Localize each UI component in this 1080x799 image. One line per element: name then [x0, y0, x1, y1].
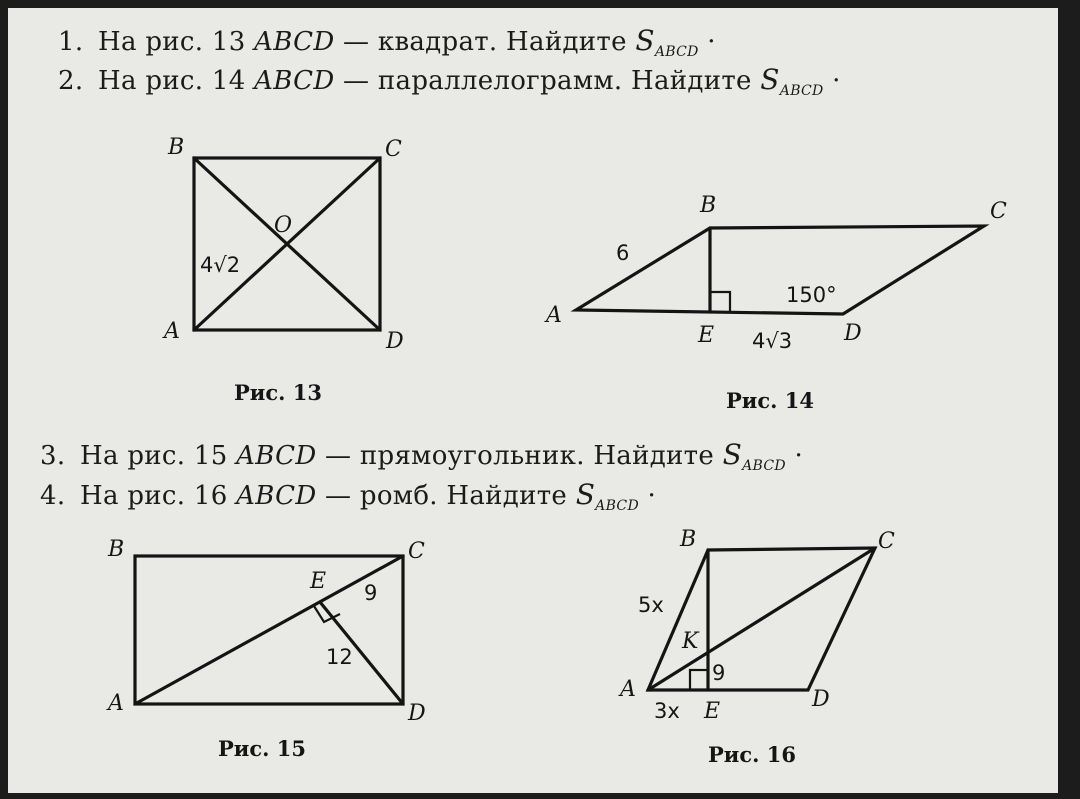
problem-number: 1. [58, 27, 84, 57]
figure-15 [106, 537, 426, 761]
figure-13 [162, 135, 404, 405]
area-subscript: ABCD [595, 498, 639, 514]
problem-text: — параллелограмм. Найдите [334, 66, 761, 96]
segment-ce-length: 9 [364, 581, 378, 605]
problem-text: На рис. 14 [98, 66, 255, 96]
area-symbol: S [722, 438, 743, 471]
figure-14 [544, 193, 1007, 413]
problem-number: 3. [40, 441, 66, 471]
vertex-a-label: A [620, 677, 636, 702]
vertex-c-label: C [990, 199, 1007, 224]
area-subscript: ABCD [742, 458, 786, 474]
problem-end: · [785, 441, 804, 471]
area-symbol: S [635, 24, 655, 57]
figure-name: ABCD [236, 441, 317, 471]
problem-end: · [638, 481, 657, 511]
figure-name: ABCD [254, 27, 335, 57]
foot-e-label: E [698, 323, 715, 348]
vertex-a-label: A [108, 691, 124, 716]
figures-canvas [8, 8, 1058, 793]
figure-16-caption: Рис. 16 [708, 742, 796, 767]
center-o-label: O [274, 213, 293, 238]
vertex-d-label: D [408, 701, 426, 726]
problem-text: — ромб. Найдите [316, 481, 576, 511]
foot-e-label: E [310, 569, 327, 594]
problem-text: На рис. 16 [80, 481, 237, 511]
figure-15-caption: Рис. 15 [218, 736, 306, 761]
figure-16 [618, 527, 895, 767]
area-symbol: S [575, 478, 596, 511]
problem-end: · [698, 27, 716, 57]
vertex-a-label: A [164, 319, 180, 344]
vertex-d-label: D [812, 687, 830, 712]
vertex-b-label: B [680, 527, 697, 552]
textbook-page [8, 8, 1058, 793]
vertex-b-label: B [700, 193, 717, 218]
area-subscript: ABCD [654, 44, 699, 60]
vertex-c-label: C [385, 137, 402, 162]
problem-text: — квадрат. Найдите [334, 27, 636, 57]
problem-end: · [823, 66, 841, 96]
vertex-a-label: A [546, 303, 562, 328]
problem-number: 4. [40, 481, 66, 511]
problem-text: — прямоугольник. Найдите [316, 441, 723, 471]
area-symbol: S [760, 63, 780, 96]
foot-e-label: E [704, 699, 721, 724]
side-ab-length: 6 [616, 241, 630, 265]
right-angle-mark [690, 670, 708, 690]
vertex-b-label: B [168, 135, 185, 160]
area-subscript: ABCD [779, 83, 824, 99]
figure-name: ABCD [236, 481, 317, 511]
segment-ae-length: 3x [654, 699, 680, 723]
segment-ke-length: 9 [712, 661, 726, 685]
diagonal-ac [135, 556, 403, 704]
side-ab-length: 5x [638, 593, 664, 617]
figure-14-caption: Рис. 14 [726, 388, 814, 413]
segment-ed-length: 4√3 [752, 329, 793, 353]
problem-text: На рис. 13 [98, 27, 255, 57]
vertex-d-label: D [844, 321, 862, 346]
segment-ao-length: 4√2 [200, 253, 241, 277]
vertex-c-label: C [878, 529, 895, 554]
parallelogram-abcd [576, 226, 984, 314]
right-angle-mark [710, 292, 730, 312]
vertex-c-label: C [408, 539, 425, 564]
vertex-d-label: D [386, 329, 404, 354]
problem-text: На рис. 15 [80, 441, 237, 471]
figure-13-caption: Рис. 13 [234, 380, 322, 405]
intersection-k-label: K [682, 629, 699, 654]
angle-d-value: 150° [786, 283, 837, 307]
segment-ed-length: 12 [326, 645, 353, 669]
vertex-b-label: B [108, 537, 125, 562]
figure-name: ABCD [254, 66, 335, 96]
problem-number: 2. [58, 66, 84, 96]
